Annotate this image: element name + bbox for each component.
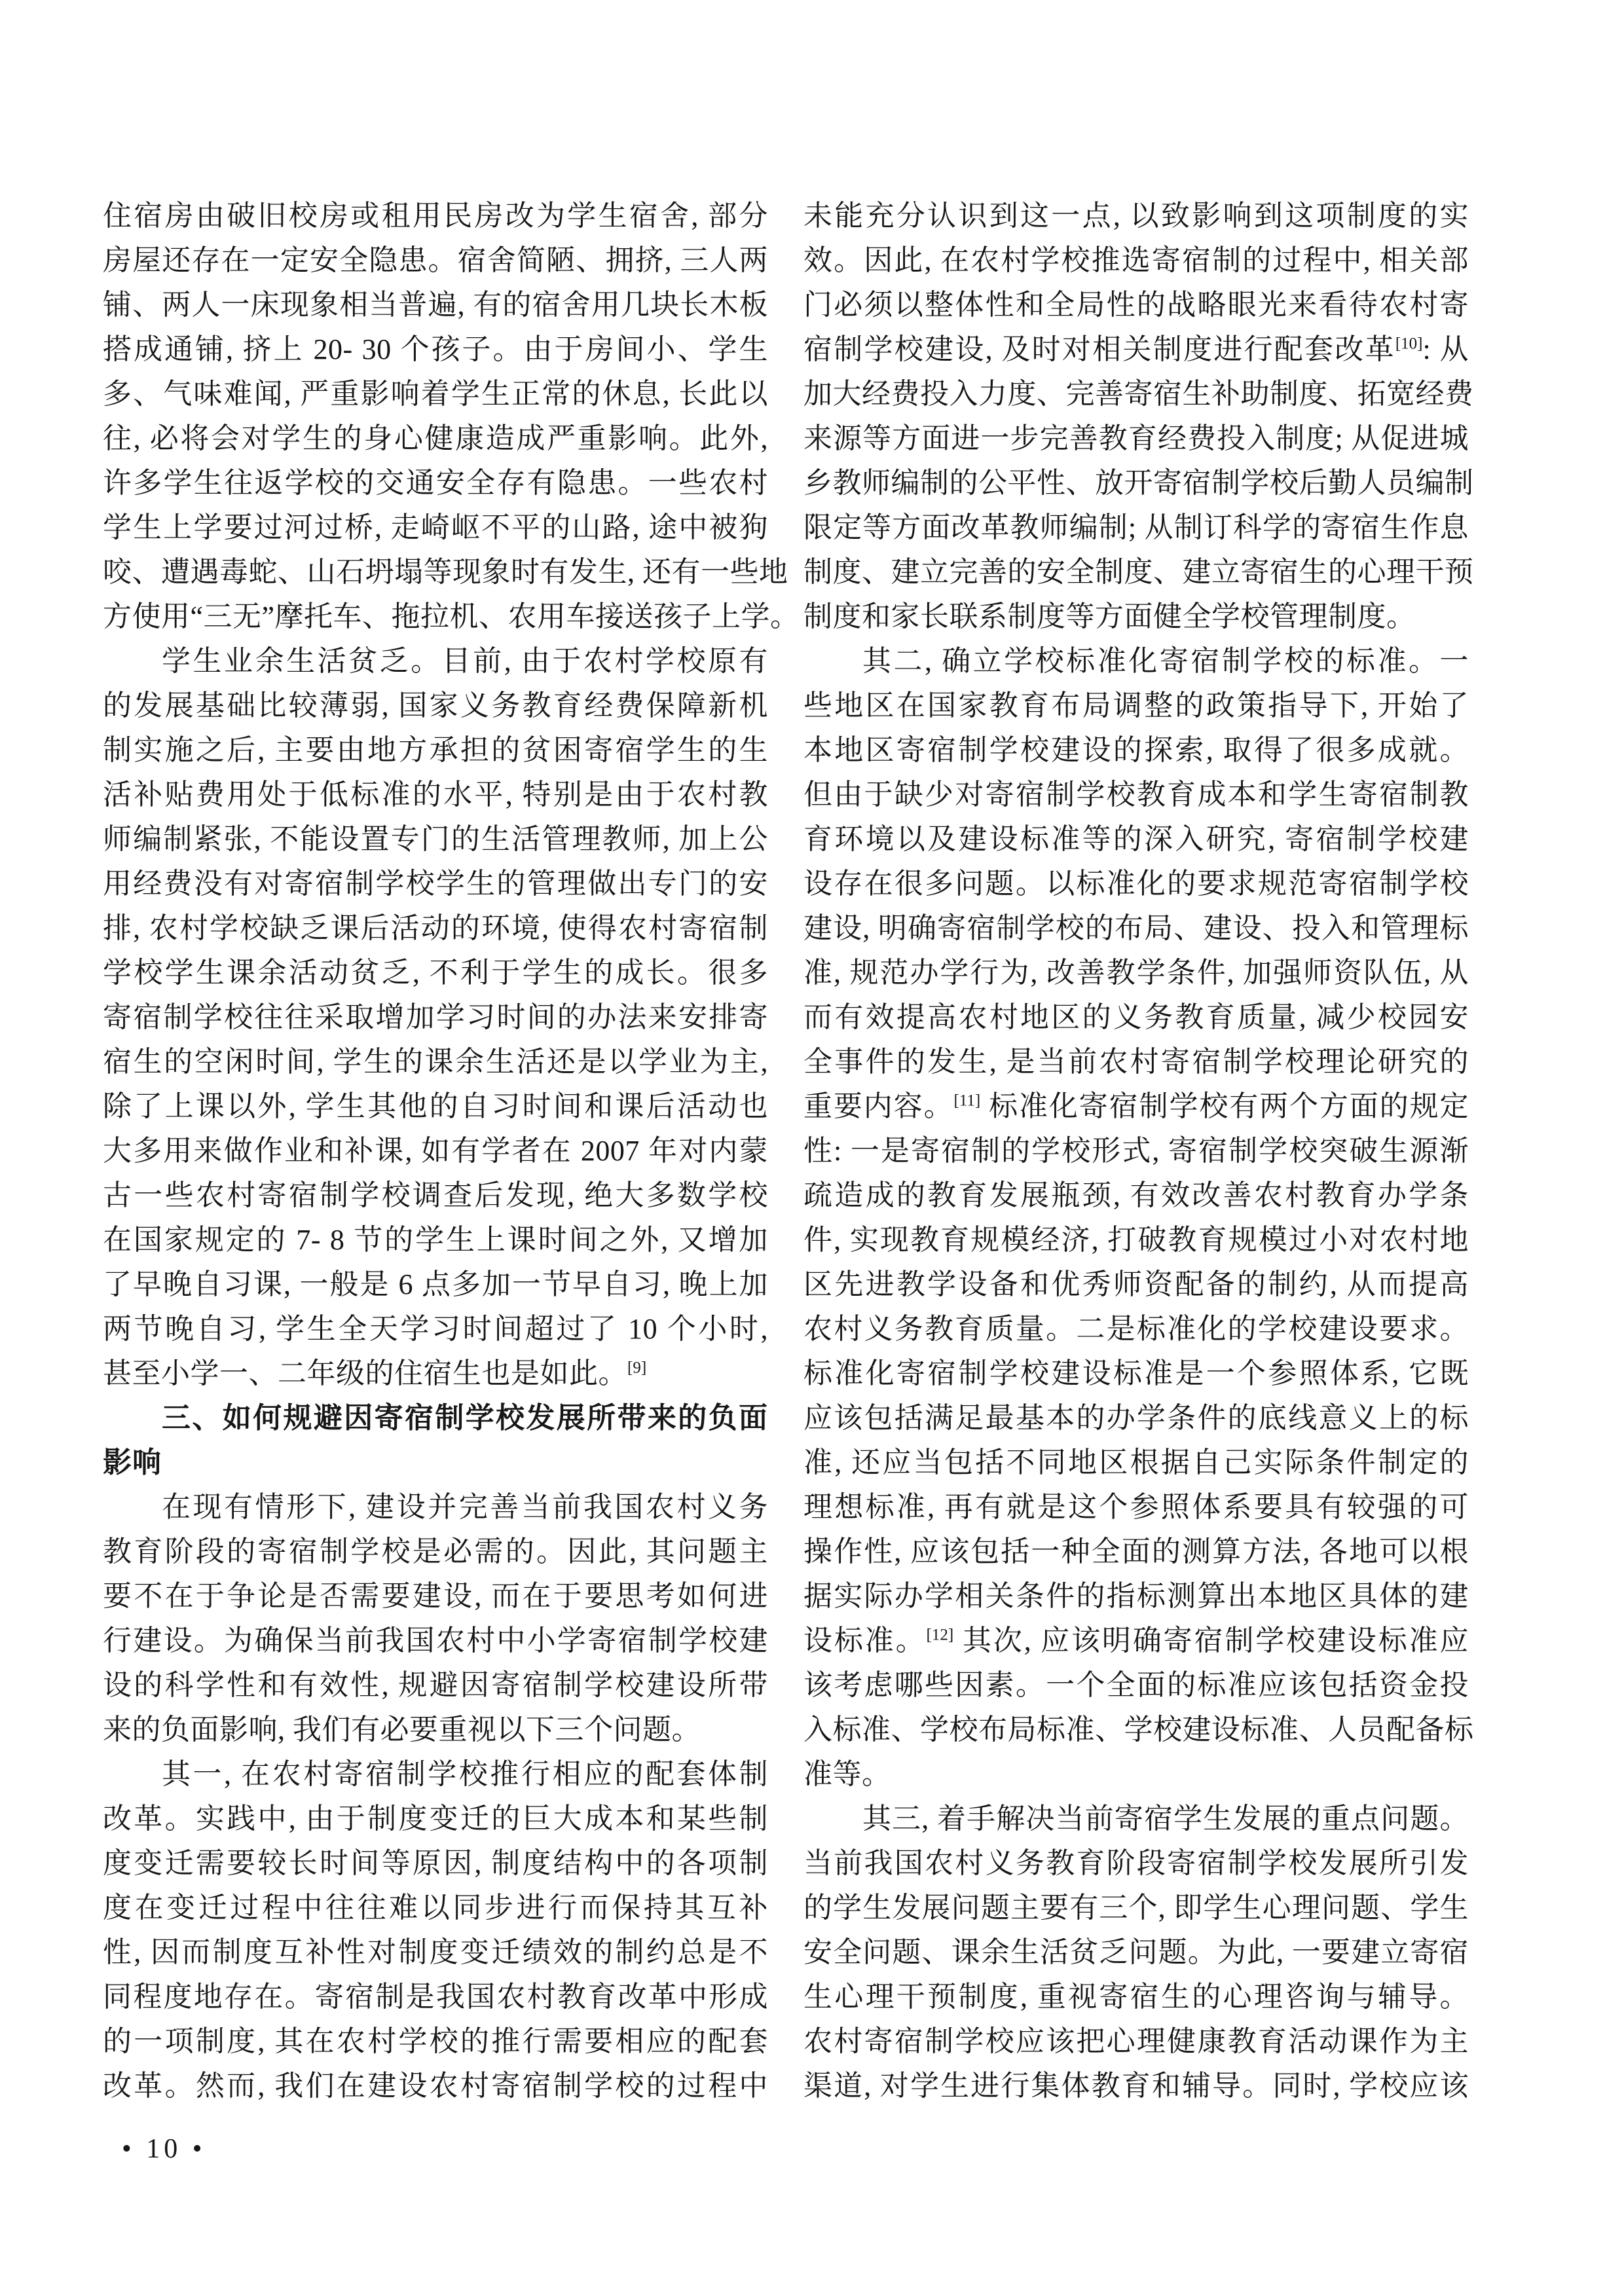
text-line (803, 283, 1469, 327)
text-line (803, 773, 1469, 817)
text-line (803, 995, 1469, 1040)
text-line (803, 728, 1469, 773)
line-text: 的一项制度, 其在农村学校的推行需要相应的配套 (103, 2025, 768, 2057)
text-line (103, 238, 768, 283)
line-text: 限定等方面改革教师编制; 从制订科学的寄宿生作息 (803, 511, 1469, 543)
line-text: 其二, 确立学校标准化寄宿制学校的标准。一 (862, 645, 1469, 677)
line-text: 许多学生往返学校的交通安全存有隐患。一些农村 (103, 467, 768, 499)
text-line (803, 1218, 1469, 1262)
line-text: 育环境以及建设标准等的深入研究, 寄宿制学校建 (803, 823, 1469, 855)
line-text: 农村义务教育质量。二是标准化的学校建设要求。 (803, 1313, 1469, 1345)
text-line (803, 1619, 1469, 1663)
text-line (103, 2019, 768, 2064)
citation-superscript: [12] (926, 1626, 954, 1644)
text-line (103, 550, 788, 595)
line-text: 行建设。为确保当前我国农村中小学寄宿制学校建 (103, 1625, 768, 1657)
line-text: 据实际办学相关条件的指标测算出本地区具体的建 (803, 1580, 1469, 1612)
text-line (103, 2064, 768, 2108)
text-line (803, 817, 1469, 862)
text-line (103, 1530, 768, 1574)
text-line (103, 1040, 768, 1084)
line-text: 寄宿制学校往往采取增加学习时间的办法来安排寄 (103, 1001, 768, 1033)
line-text: 该考虑哪些因素。一个全面的标准应该包括资金投 (803, 1669, 1469, 1701)
text-line (103, 1485, 768, 1530)
line-text: 排, 农村学校缺乏课后活动的环境, 使得农村寄宿制 (103, 912, 768, 944)
text-line (803, 1975, 1469, 2019)
line-text: 影响 (103, 1446, 162, 1478)
line-text: 甚至小学一、二年级的住宿生也是如此。 (103, 1357, 627, 1389)
text-line (103, 1574, 768, 1619)
line-text: 搭成通铺, 挤上 20- 30 个孩子。由于房间小、学生 (103, 333, 768, 365)
line-text: 房屋还存在一定安全隐患。宿舍简陋、拥挤, 三人两 (103, 244, 768, 276)
text-line (103, 505, 768, 550)
line-text: 教育阶段的寄宿制学校是必需的。因此, 其问题主 (103, 1535, 768, 1568)
line-text: 两节晚自习, 学生全天学习时间超过了 10 个小时, (103, 1313, 768, 1345)
text-line (103, 684, 768, 728)
text-line (803, 238, 1469, 283)
line-text: 要不在于争论是否需要建设, 而在于要思考如何进 (103, 1580, 768, 1612)
line-text: 制度、建立完善的安全制度、建立寄宿生的心理干预 (803, 556, 1474, 588)
line-text: 制实施之后, 主要由地方承担的贫困寄宿学生的生 (103, 734, 768, 766)
text-line (103, 1797, 768, 1841)
line-text: 度变迁需要较长时间等原因, 制度结构中的各项制 (103, 1847, 768, 1879)
text-line (103, 372, 768, 416)
text-line (803, 1173, 1469, 1218)
text-line (803, 1441, 1469, 1485)
left-column (103, 194, 800, 2108)
text-line (803, 327, 1469, 372)
text-line (103, 283, 768, 327)
citation-superscript: [10] (1395, 335, 1423, 353)
section-heading-line (103, 1396, 768, 1441)
line-text: 宿生的空闲时间, 学生的课余生活还是以学业为主, (103, 1046, 768, 1078)
line-text: 设存在很多问题。以标准化的要求规范寄宿制学校 (803, 868, 1469, 900)
line-text: 乡教师编制的公平性、放开寄宿制学校后勤人员编制 (803, 467, 1474, 499)
line-text: 三、如何规避因寄宿制学校发展所带来的负面 (162, 1402, 768, 1434)
text-line (803, 550, 1474, 595)
text-line (103, 773, 768, 817)
text-line (803, 1040, 1469, 1084)
line-text: 疏造成的教育发展瓶颈, 有效改善农村教育办学条 (803, 1179, 1469, 1211)
text-line (803, 1797, 1469, 1841)
line-text: 师编制紧张, 不能设置专门的生活管理教师, 加上公 (103, 823, 768, 855)
line-text: 方使用“三无”摩托车、拖拉机、农用车接送孩子上学。 (103, 600, 800, 633)
text-line (103, 1708, 768, 1752)
text-line (803, 461, 1474, 505)
text-line (803, 595, 1469, 639)
line-text: 应该包括满足最基本的办学条件的底线意义上的标 (803, 1402, 1469, 1434)
text-line (103, 862, 768, 906)
line-text: 性: 一是寄宿制的学校形式, 寄宿制学校突破生源渐 (803, 1135, 1469, 1167)
text-line (803, 1930, 1469, 1975)
line-text: 准, 还应当包括不同地区根据自己实际条件制定的 (803, 1446, 1469, 1478)
line-text: 制度和家长联系制度等方面健全学校管理制度。 (803, 600, 1416, 633)
line-text: 农村寄宿制学校应该把心理健康教育活动课作为主 (803, 2025, 1469, 2057)
line-text: 安全问题、课余生活贫乏问题。为此, 一要建立寄宿 (803, 1936, 1469, 1968)
text-line (803, 1530, 1469, 1574)
text-line (103, 1663, 768, 1708)
line-text: 同程度地存在。寄宿制是我国农村教育改革中形成 (103, 1981, 768, 2013)
text-line (803, 1886, 1469, 1930)
citation-superscript: [9] (627, 1359, 647, 1377)
line-text: 性, 因而制度互补性对制度变迁绩效的制约总是不 (103, 1936, 768, 1968)
line-text: 了早晚自习课, 一般是 6 点多加一节早自习, 晚上加 (103, 1268, 768, 1300)
line-text: 渠道, 对学生进行集体教育和辅导。同时, 学校应该 (803, 2070, 1469, 2102)
line-text: 加大经费投入力度、完善寄宿生补助制度、拓宽经费 (803, 378, 1474, 410)
section-heading-line (103, 1441, 768, 1485)
text-line (803, 1084, 1469, 1129)
text-line (103, 639, 768, 684)
text-line (803, 372, 1474, 416)
line-text: 生心理干预制度, 重视寄宿生的心理咨询与辅导。 (803, 1981, 1469, 2013)
line-text: 改革。实践中, 由于制度变迁的巨大成本和某些制 (103, 1803, 768, 1835)
line-text: 未能充分认识到这一点, 以致影响到这项制度的实 (803, 200, 1469, 232)
line-text: : 从 (1422, 333, 1469, 365)
line-text: 但由于缺少对寄宿制学校教育成本和学生寄宿制教 (803, 779, 1469, 811)
text-line (803, 2064, 1469, 2108)
text-line (103, 595, 800, 639)
line-text: 古一些农村寄宿制学校调查后发现, 绝大多数学校 (103, 1179, 768, 1211)
text-line (803, 1262, 1469, 1307)
line-text: 准等。 (803, 1758, 891, 1790)
text-line (803, 1663, 1469, 1708)
text-line (103, 1084, 768, 1129)
text-line (103, 416, 768, 461)
line-text: 来源等方面进一步完善教育经费投入制度; 从促进城 (803, 422, 1469, 454)
text-line (103, 1975, 768, 2019)
line-text: 住宿房由破旧校房或租用民房改为学生宿舍, 部分 (103, 200, 768, 232)
line-text: 铺、两人一床现象相当普遍, 有的宿舍用几块长木板 (103, 289, 768, 321)
line-text: 大多用来做作业和补课, 如有学者在 2007 年对内蒙 (103, 1135, 768, 1167)
line-text: 往, 必将会对学生的身心健康造成严重影响。此外, (103, 422, 768, 454)
text-line (103, 194, 768, 238)
line-text: 操作性, 应该包括一种全面的测算方法, 各地可以根 (803, 1535, 1469, 1568)
text-line (103, 906, 768, 951)
line-text: 些地区在国家教育布局调整的政策指导下, 开始了 (803, 689, 1469, 722)
line-text: 其一, 在农村寄宿制学校推行相应的配套体制 (162, 1758, 768, 1790)
line-text: 用经费没有对寄宿制学校学生的管理做出专门的安 (103, 868, 768, 900)
text-line (103, 1262, 768, 1307)
line-text: 而有效提高农村地区的义务教育质量, 减少校园安 (803, 1001, 1469, 1033)
text-line (103, 327, 768, 372)
line-text: 在国家规定的 7- 8 节的学生上课时间之外, 又增加 (103, 1224, 768, 1256)
text-line (803, 1708, 1474, 1752)
line-text: 入标准、学校布局标准、学校建设标准、人员配备标 (803, 1714, 1474, 1746)
line-text: 设标准。 (803, 1625, 927, 1657)
text-line (103, 1173, 768, 1218)
line-text: 其次, 应该明确寄宿制学校建设标准应 (953, 1625, 1469, 1657)
text-line (803, 906, 1469, 951)
text-line (803, 684, 1469, 728)
text-line (103, 1129, 768, 1173)
text-line (803, 505, 1469, 550)
line-text: 在现有情形下, 建设并完善当前我国农村义务 (162, 1491, 768, 1523)
text-line (103, 1307, 768, 1351)
line-text: 标准化寄宿制学校建设标准是一个参照体系, 它既 (803, 1357, 1469, 1389)
line-text: 准, 规范办学行为, 改善教学条件, 加强师资队伍, 从 (803, 957, 1469, 989)
line-text: 当前我国农村义务教育阶段寄宿制学校发展所引发 (803, 1847, 1469, 1879)
line-text: 效。因此, 在农村学校推选寄宿制的过程中, 相关部 (803, 244, 1469, 276)
text-line (103, 951, 768, 995)
line-text: 除了上课以外, 学生其他的自习时间和课后活动也 (103, 1090, 768, 1122)
line-text: 的学生发展问题主要有三个, 即学生心理问题、学生 (803, 1892, 1469, 1924)
line-text: 建设, 明确寄宿制学校的布局、建设、投入和管理标 (803, 912, 1469, 944)
text-line (803, 1351, 1469, 1396)
text-line (103, 1619, 768, 1663)
line-text: 的发展基础比较薄弱, 国家义务教育经费保障新机 (103, 689, 768, 722)
text-line (103, 1841, 768, 1886)
text-line (103, 1218, 768, 1262)
text-line (103, 817, 768, 862)
text-line (803, 1396, 1469, 1441)
text-line (103, 728, 768, 773)
text-line (803, 1307, 1469, 1351)
line-text: 设的科学性和有效性, 规避因寄宿制学校建设所带 (103, 1669, 768, 1701)
line-text: 门必须以整体性和全局性的战略眼光来看待农村寄 (803, 289, 1469, 321)
line-text: 本地区寄宿制学校建设的探索, 取得了很多成就。 (803, 734, 1469, 766)
line-text: 重要内容。 (803, 1090, 954, 1122)
line-text: 活补贴费用处于低标准的水平, 特别是由于农村教 (103, 779, 768, 811)
page-number: • 10 • (122, 2134, 206, 2164)
citation-superscript: [11] (953, 1092, 981, 1110)
line-text: 宿制学校建设, 及时对相关制度进行配套改革 (803, 333, 1395, 365)
text-line (103, 461, 768, 505)
line-text: 其三, 着手解决当前寄宿学生发展的重点问题。 (862, 1803, 1469, 1835)
line-text: 学生上学要过河过桥, 走崎岖不平的山路, 途中被狗 (103, 511, 768, 543)
line-text: 学校学生课余活动贫乏, 不利于学生的成长。很多 (103, 957, 768, 989)
line-text: 度在变迁过程中往往难以同步进行而保持其互补 (103, 1892, 768, 1924)
text-line (803, 951, 1469, 995)
text-line (803, 1841, 1469, 1886)
line-text: 理想标准, 再有就是这个参照体系要具有较强的可 (803, 1491, 1469, 1523)
text-line (803, 2019, 1469, 2064)
text-line (803, 1752, 1469, 1797)
text-line (803, 862, 1469, 906)
right-column (803, 194, 1474, 2108)
text-line (803, 639, 1469, 684)
line-text: 多、气味难闻, 严重影响着学生正常的休息, 长此以 (103, 378, 768, 410)
line-text: 改革。然而, 我们在建设农村寄宿制学校的过程中 (103, 2070, 768, 2102)
line-text: 区先进教学设备和优秀师资配备的制约, 从而提高 (803, 1268, 1469, 1300)
line-text: 来的负面影响, 我们有必要重视以下三个问题。 (103, 1714, 701, 1746)
text-line (803, 1574, 1469, 1619)
line-text: 全事件的发生, 是当前农村寄宿制学校理论研究的 (803, 1046, 1469, 1078)
text-line (103, 1351, 768, 1396)
text-line (803, 1485, 1469, 1530)
text-line (803, 194, 1469, 238)
text-line (103, 1930, 768, 1975)
text-line (103, 995, 768, 1040)
text-line (803, 1129, 1469, 1173)
line-text: 学生业余生活贫乏。目前, 由于农村学校原有 (162, 645, 768, 677)
text-line (803, 416, 1469, 461)
text-line (103, 1752, 768, 1797)
line-text: 标准化寄宿制学校有两个方面的规定 (980, 1090, 1469, 1122)
text-line (103, 1886, 768, 1930)
line-text: 件, 实现教育规模经济, 打破教育规模过小对农村地 (803, 1224, 1469, 1256)
line-text: 咬、遭遇毒蛇、山石坍塌等现象时有发生, 还有一些地 (103, 556, 788, 588)
